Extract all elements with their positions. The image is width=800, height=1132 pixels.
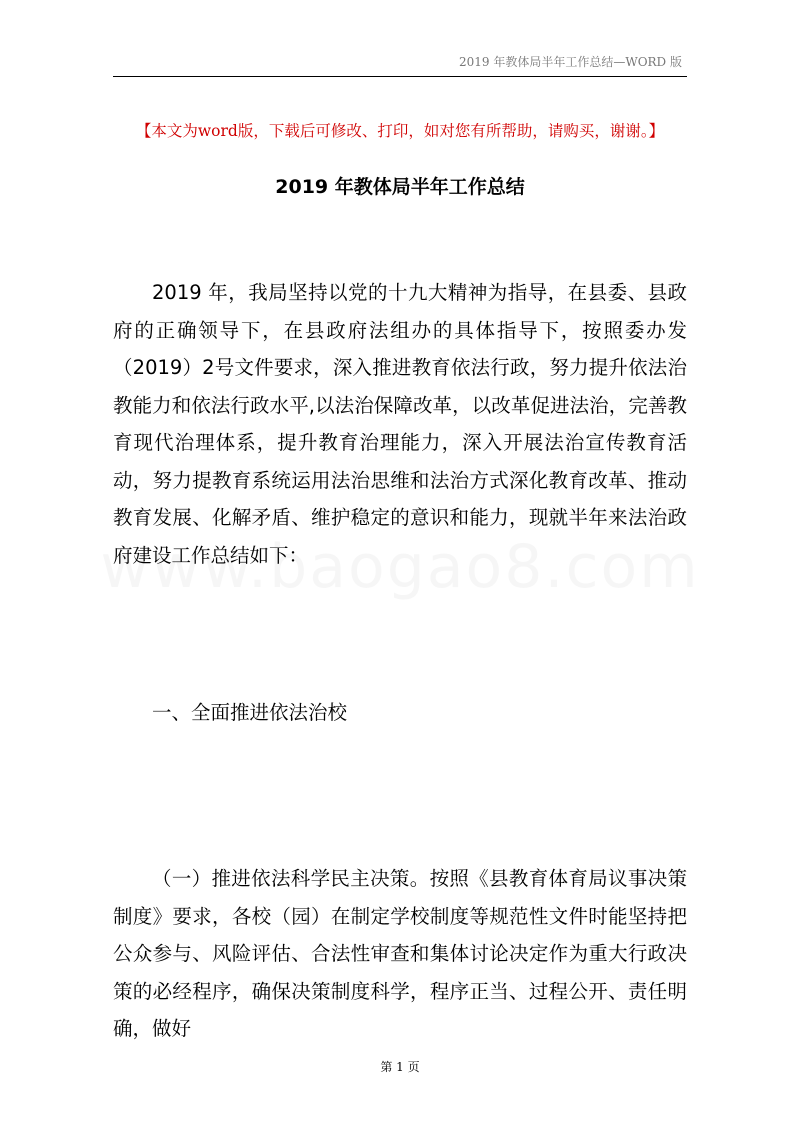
body-paragraph: （一）推进依法科学民主决策。按照《县教育体育局议事决策制度》要求，各校（园）在制定学校制度等规范性文件时能坚持把公众参与、风险评估、合法性审查和集体讨论决定作为重大行政决策的必经程序，确保决策制度科学，程序正当、过程公开、责任明确，做好	[113, 867, 687, 1040]
watermark	[0, 532, 800, 602]
document-title: 2019 年教体局半年工作总结	[275, 176, 525, 198]
running-header: 2019 年教体局半年工作总结—WORD 版	[459, 55, 682, 69]
section-heading: 一、全面推进依法治校	[152, 701, 348, 724]
page-number: 第 1 页	[380, 1060, 420, 1074]
intro-paragraph: 2019 年，我局坚持以党的十九大精神为指导，在县委、县政府的正确领导下，在县政府法组办的具体指导下，按照委办发（2019）2号文件要求，深入推进教育依法行政，努力提升依法治教能力和依法行政水平,以法治保障改革，以改革促进法治，完善教育现代治理体系，提升教育治理能力，深入开展法治宣传教育活动，努力提教育系统运用法治思维和法治方式深化教育改革、推动教育发展、化解矛盾、维护稳定的意识和能力，现就半年来法治政府建设工作总结如下：	[113, 281, 687, 567]
download-notice: 【本文为word版，下载后可修改、打印，如对您有所帮助，请购买，谢谢。】	[135, 122, 665, 140]
header-divider	[113, 76, 687, 77]
